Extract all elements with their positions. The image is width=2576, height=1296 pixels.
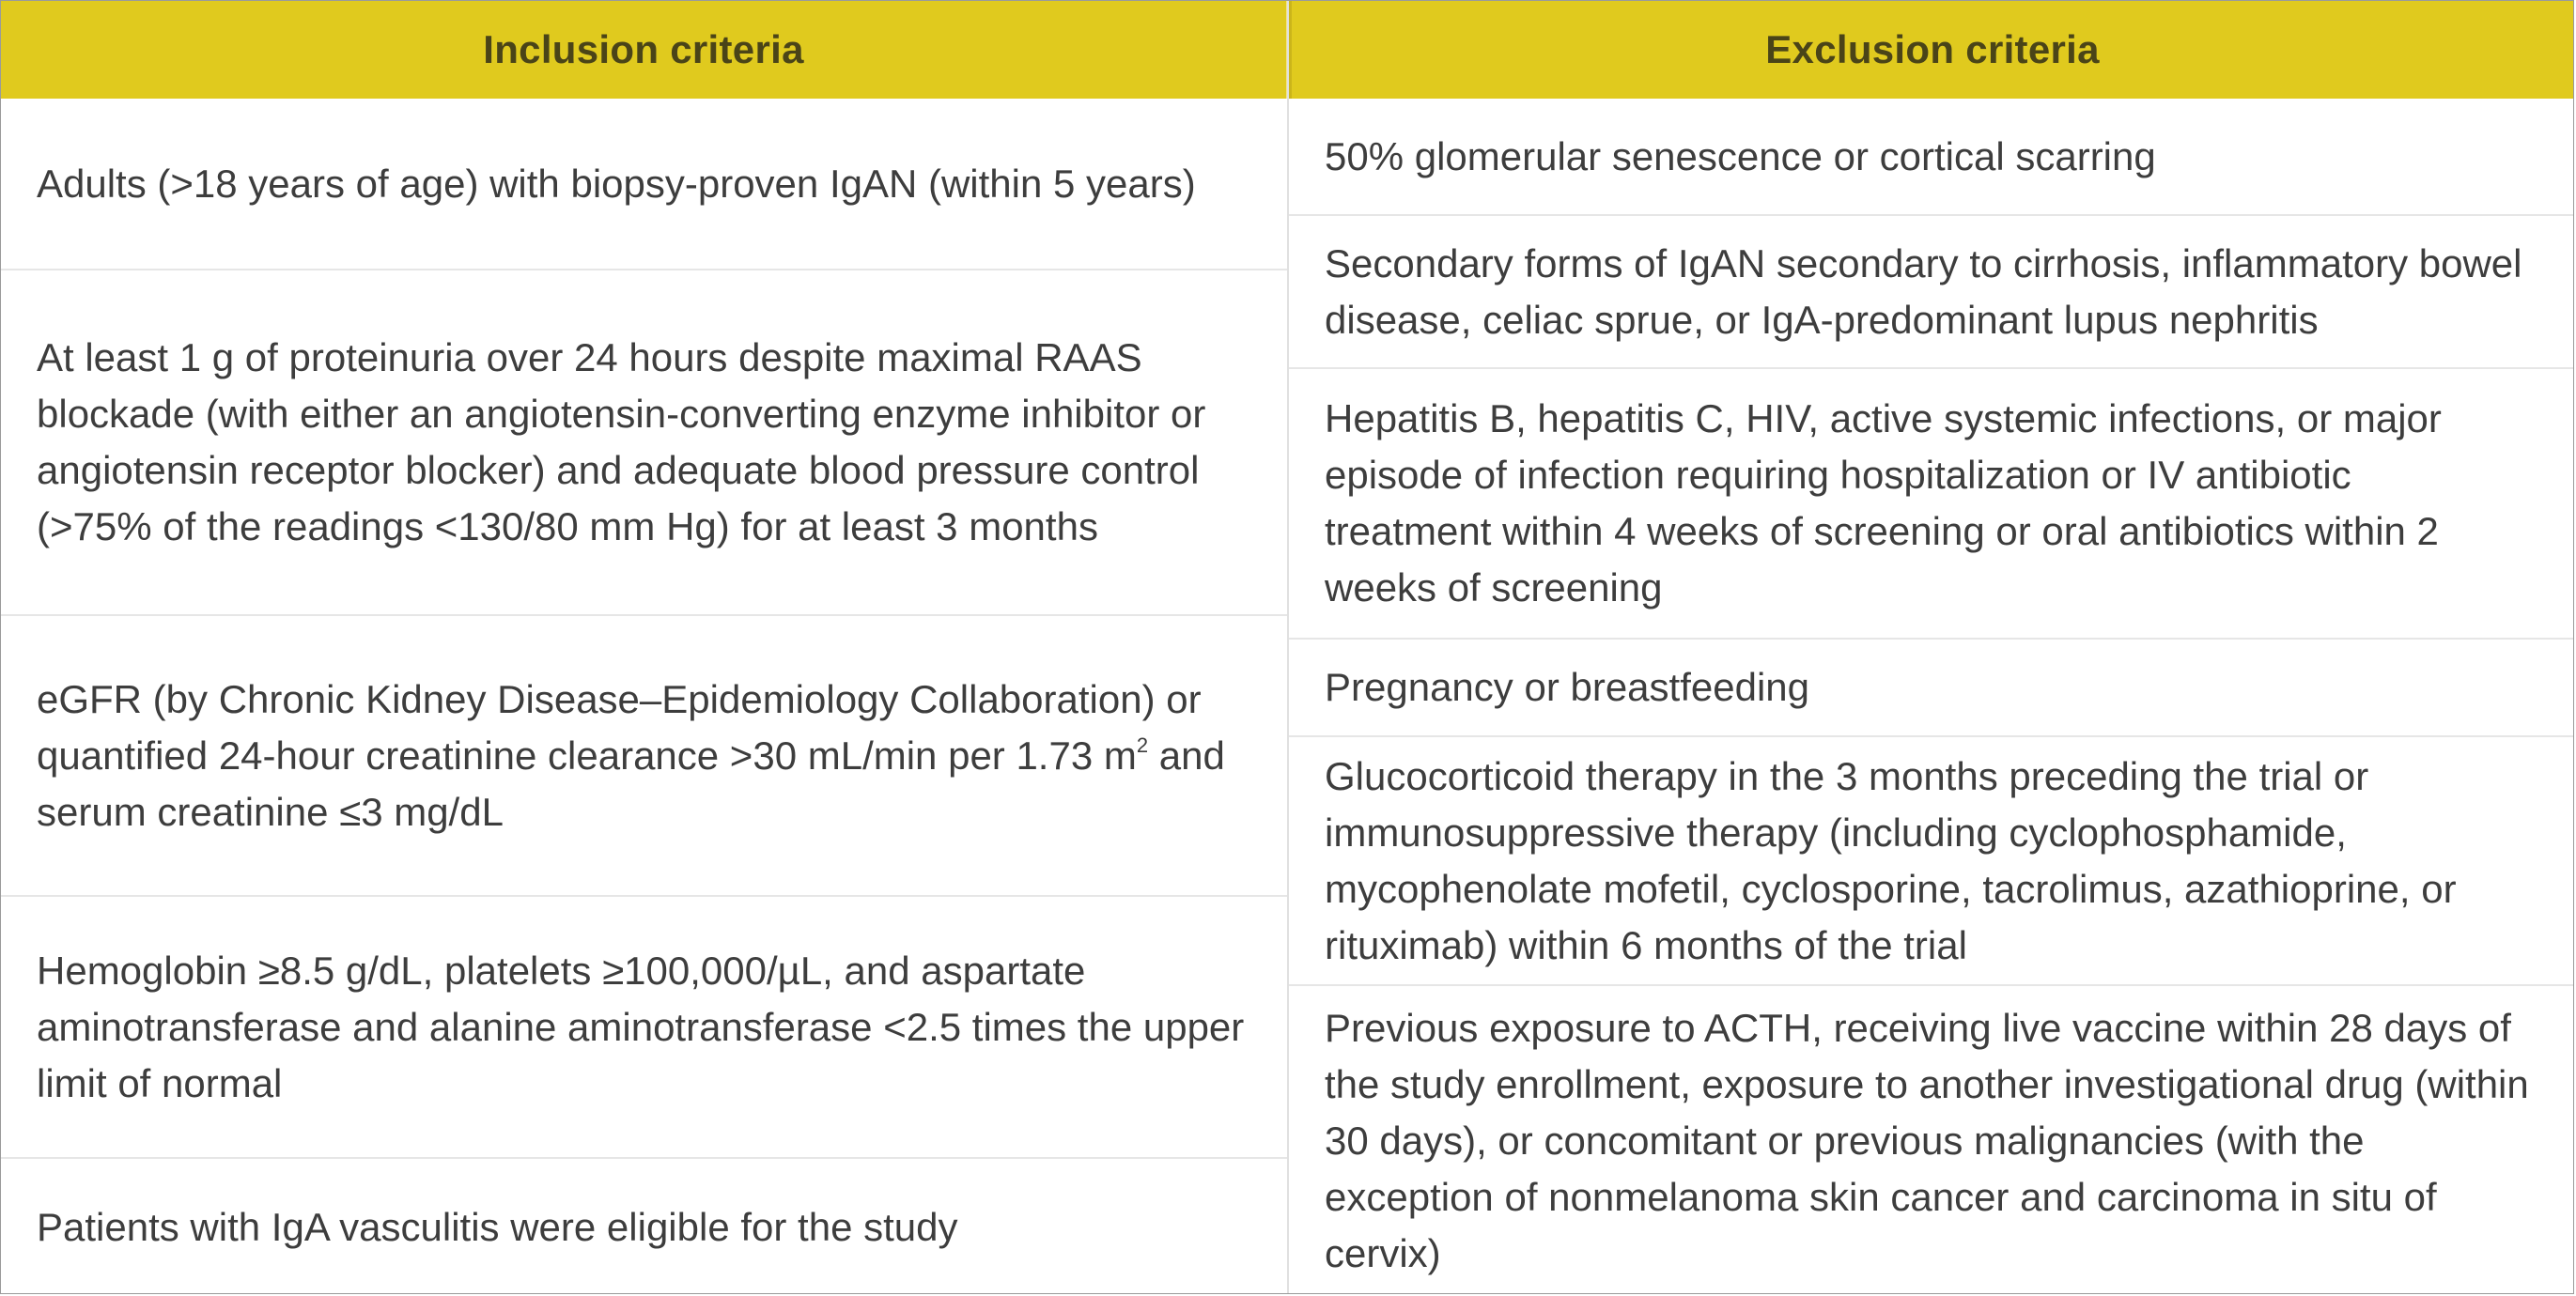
inclusion-text-part: and serum creatinine ≤3 mg/dL — [37, 733, 1225, 834]
inclusion-row — [1, 1159, 1287, 1295]
inclusion-text: Adults (>18 years of age) with biopsy-proven IgAN (within 5 years) — [37, 161, 1196, 206]
inclusion-row — [1, 616, 1287, 897]
exclusion-text: Previous exposure to ACTH, receiving live vaccine within 28 days of the study enrollment, exposure to another investigational drug (within 30 days), or concomitant or previous malignancies (with the exception of nonmelanoma skin cancer and carcinoma in situ of cervix) — [1325, 1005, 2529, 1275]
exclusion-text: 50% glomerular senescence or cortical scarring — [1325, 133, 2156, 178]
exclusion-text: Glucocorticoid therapy in the 3 months preceding the trial or immunosuppressive therapy (including cyclophosphamide, mycophenolate mofetil, cyclosporine, tacrolimus, azathioprine, or rituximab) within 6 months of the trial — [1325, 753, 2457, 967]
inclusion-column — [1, 1, 1289, 1293]
inclusion-text: At least 1 g of proteinuria over 24 hours despite maximal RAAS blockade (with either an angiotensin-converting enzyme inhibitor or angiotensin receptor blocker) and adequate blood pressure control (>75% of the readings <130/80 mm Hg) for at least 3 months — [37, 335, 1206, 548]
exclusion-column — [1289, 1, 2573, 1293]
exclusion-text: Hepatitis B, hepatitis C, HIV, active systemic infections, or major episode of infection requiring hospitalization or IV antibiotic treatment within 4 weeks of screening or oral antibiotics within 2 weeks of screening — [1325, 396, 2442, 609]
exclusion-row — [1289, 986, 2573, 1295]
exclusion-text: Pregnancy or breastfeeding — [1325, 665, 1809, 709]
inclusion-text: Patients with IgA vasculitis were eligible for the study — [37, 1204, 958, 1249]
inclusion-row — [1, 270, 1287, 616]
exclusion-row — [1289, 216, 2573, 369]
exclusion-row — [1289, 99, 2573, 216]
exclusion-header: Exclusion criteria — [1289, 1, 2573, 99]
inclusion-header: Inclusion criteria — [1, 1, 1287, 99]
exclusion-text: Secondary forms of IgAN secondary to cirrhosis, inflammatory bowel disease, celiac sprue, or IgA-predominant lupus nephritis — [1325, 240, 2522, 342]
inclusion-row — [1, 897, 1287, 1159]
exclusion-row — [1289, 369, 2573, 640]
superscript-2: 2 — [1136, 733, 1149, 757]
inclusion-text-part: eGFR (by Chronic Kidney Disease–Epidemiology Collaboration) or quantified 24-hour creatinine clearance >30 mL/min per 1.73 m — [37, 676, 1202, 778]
inclusion-row — [1, 99, 1287, 270]
exclusion-row — [1289, 737, 2573, 986]
inclusion-text — [37, 671, 1258, 841]
inclusion-text: Hemoglobin ≥8.5 g/dL, platelets ≥100,000/µL, and aspartate aminotransferase and alanine aminotransferase <2.5 times the upper limit of normal — [37, 948, 1245, 1105]
exclusion-row — [1289, 640, 2573, 737]
